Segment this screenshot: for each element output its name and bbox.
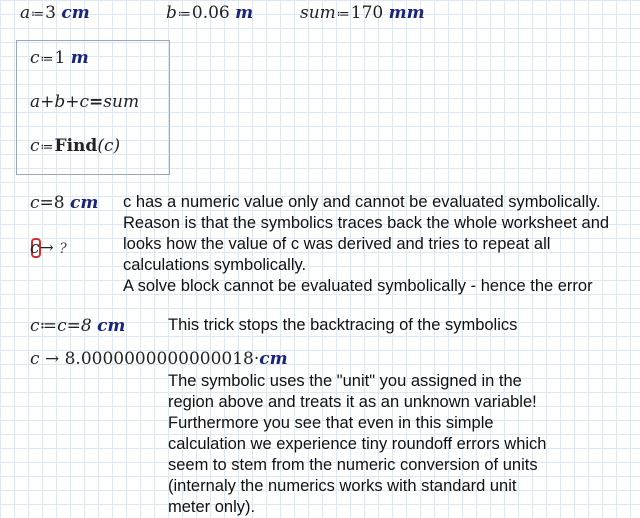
c-result[interactable]: c=8 cm <box>30 193 99 213</box>
trick-expression[interactable]: c≔c=8 cm <box>30 316 126 336</box>
comment-numeric-only: c has a numeric value only and cannot be evaluated symbolically. Reason is that the symbolics traces back the whole worksheet and looks how the value of c was derived and tries to repeat all calculations symbolically. A solve block cannot be evaluated symbolically - hence the error <box>123 193 610 295</box>
find-expression[interactable]: c≔Find(c) <box>30 136 121 156</box>
sum-definition[interactable]: sum≔170 mm <box>300 3 425 23</box>
b-definition[interactable]: b≔0.06 m <box>166 3 254 23</box>
constraint-equation[interactable]: a+b+c=sum <box>30 92 140 112</box>
guess-value-c[interactable]: c≔1 m <box>30 48 89 68</box>
c-symbolic-result[interactable]: c → 8.0000000000000018·cm <box>30 349 288 369</box>
comment-trick: This trick stops the backtracing of the symbolics <box>168 316 518 334</box>
a-definition[interactable]: a≔3 cm <box>20 3 90 23</box>
comment-symbolic-unit: The symbolic uses the "unit" you assigned in the region above and treats it as an unknown variable! Furthermore you see that even in this simple calculation we experience tiny roundoff errors which seem to stem from the numeric conversion of units (internaly the numerics works with standard unit meter only). <box>168 372 547 516</box>
c-symbolic-eval[interactable]: c→ ? <box>30 238 67 258</box>
